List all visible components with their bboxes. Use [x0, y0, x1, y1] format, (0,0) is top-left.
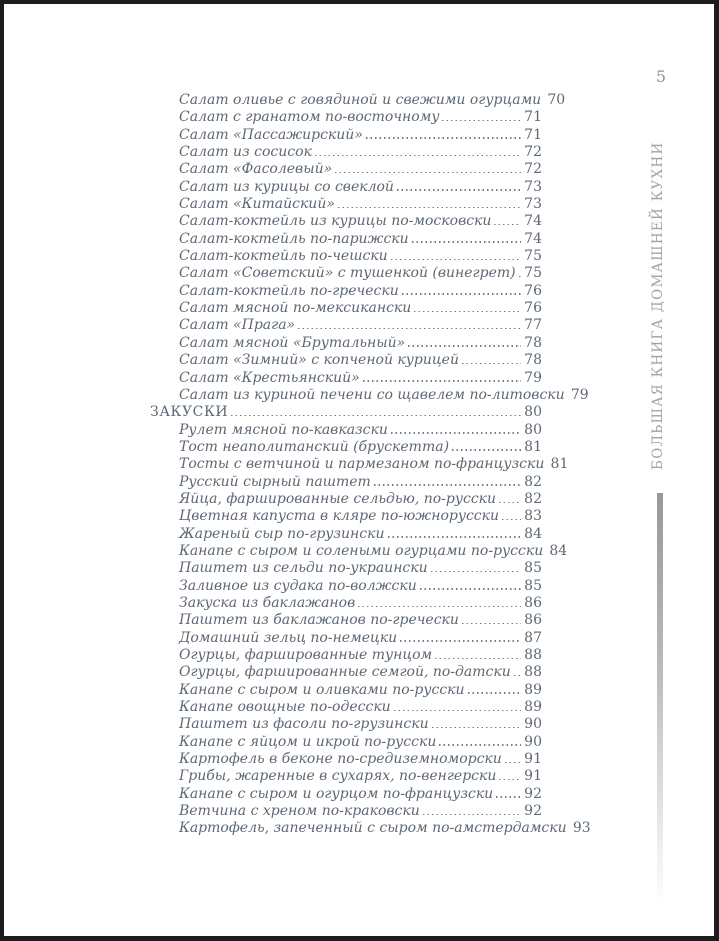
toc-entry-page: 80 — [524, 404, 542, 421]
toc-entry-page: 73 — [524, 178, 542, 195]
dot-leader — [452, 449, 521, 450]
toc-entry — [150, 265, 542, 282]
toc-entry-title: Закуска из баклажанов — [179, 594, 356, 611]
dot-leader — [400, 640, 521, 641]
toc-entry-page: 92 — [524, 803, 542, 820]
toc-entry-title: Канапе с яйцом и икрой по-русски — [179, 733, 437, 750]
dot-leader — [391, 432, 521, 433]
toc-entry — [150, 317, 542, 334]
toc-entry — [150, 786, 542, 803]
toc-entry — [150, 144, 542, 161]
toc-entry — [150, 248, 542, 265]
toc-entry-title: Салат с гранатом по-восточному — [179, 109, 440, 126]
toc-entry-page: 89 — [524, 681, 542, 698]
toc-entry-title: Салат мясной по-мексикански — [179, 300, 412, 317]
toc-entry — [150, 352, 542, 369]
toc-entry-page: 86 — [524, 612, 542, 629]
toc-entry-title: Салат «Китайский» — [179, 196, 335, 213]
dot-leader — [335, 172, 521, 173]
toc-entry — [150, 803, 542, 820]
toc-entry — [150, 300, 542, 317]
toc-entry — [150, 647, 542, 664]
toc-entry — [150, 386, 589, 404]
dot-leader — [402, 293, 521, 294]
dot-leader — [358, 606, 521, 607]
toc-entry-page: 79 — [570, 386, 589, 403]
toc-entry — [150, 179, 542, 196]
toc-entry-title: Салат «Крестьянский» — [179, 369, 360, 386]
toc-entry-title: Картофель в беконе по-средиземноморски — [179, 751, 502, 768]
toc-entry — [150, 751, 542, 768]
dot-leader — [462, 623, 521, 624]
toc-entry-title: Тост неаполитанский (брускетта) — [179, 438, 450, 455]
edge-gradient-bar — [657, 493, 663, 923]
toc-entry-title: Заливное из судака по-волжски — [179, 577, 417, 594]
toc-entry — [150, 370, 542, 387]
toc-entry-page: 83 — [524, 508, 542, 525]
toc-entry-title: Жареный сыр по-грузински — [179, 525, 385, 542]
toc-entry — [150, 612, 542, 629]
toc-entry-title: Русский сырный паштет — [179, 473, 371, 490]
toc-entry-title: Паштет из фасоли по-грузински — [179, 716, 429, 733]
toc-entry — [150, 213, 542, 230]
toc-entry-page: 81 — [550, 456, 569, 473]
toc-entry — [150, 682, 542, 699]
toc-entry-title: Канапе с сыром и оливками по-русски — [179, 681, 465, 698]
dot-leader — [315, 155, 521, 156]
dot-leader — [298, 328, 521, 329]
dot-leader — [462, 363, 521, 364]
toc-entry-title: Яйца, фаршированные сельдью, по-русски — [179, 490, 497, 507]
toc-entry-title: Ветчина с хреном по-краковски — [179, 803, 420, 820]
dot-leader — [391, 259, 521, 260]
toc-entry-page: 72 — [524, 161, 542, 178]
toc-entry-title: Салат «Прага» — [179, 317, 296, 334]
toc-entry-title: Салат-коктейль по-гречески — [179, 282, 399, 299]
dot-leader — [442, 120, 521, 121]
toc-entry — [150, 335, 542, 352]
dot-leader — [502, 519, 521, 520]
toc-entry-page: 84 — [524, 525, 542, 542]
toc-entry — [150, 820, 591, 837]
toc-entry — [150, 768, 542, 785]
toc-entry — [150, 474, 542, 491]
toc-entry — [150, 630, 542, 647]
toc-entry-title: Цветная капуста в кляре по-южнорусски — [179, 508, 500, 525]
dot-leader — [363, 380, 521, 381]
toc-entry — [150, 664, 542, 681]
dot-leader — [519, 276, 521, 277]
toc-entry-page: 76 — [524, 282, 542, 299]
toc-entry — [150, 92, 566, 109]
toc-entry-page: 78 — [524, 352, 542, 369]
toc-entry-page: 93 — [572, 820, 591, 837]
toc-entry-title: Канапе с сыром и огурцом по-французски — [179, 785, 494, 802]
toc-entry-page: 88 — [524, 664, 542, 681]
dot-leader — [397, 189, 521, 190]
toc-entry-title: Салат «Советский» с тушенкой (винегрет) — [179, 265, 516, 282]
toc-entry-page: 78 — [524, 334, 542, 351]
toc-entry-title: Грибы, жаренные в сухарях, по-венгерски — [179, 768, 497, 785]
toc-entry-title: Тосты с ветчиной и пармезаном по-французски — [179, 456, 545, 473]
toc-entry-page: 90 — [524, 716, 542, 733]
dot-leader — [514, 675, 521, 676]
toc-entry-page: 87 — [524, 629, 542, 646]
toc-entry — [150, 404, 542, 421]
dot-leader — [408, 345, 521, 346]
toc-entry-page: 85 — [524, 560, 542, 577]
dot-leader — [431, 571, 521, 572]
dot-leader — [499, 779, 521, 780]
toc-entry-page: 71 — [524, 109, 542, 126]
toc-entry-page: 72 — [524, 144, 542, 161]
toc-entry — [150, 716, 542, 733]
toc-entry-title: Паштет из сельди по-украински — [179, 560, 428, 577]
toc-entry-page: 75 — [524, 248, 542, 265]
toc-entry-title: Салат-коктейль по-парижски — [179, 230, 409, 247]
toc-entry-title: Салат «Фасолевый» — [179, 161, 333, 178]
toc-entry-title: Паштет из баклажанов по-гречески — [179, 612, 459, 629]
toc-entry-page: 75 — [524, 265, 542, 282]
toc-entry-page: 82 — [524, 473, 542, 490]
toc-entry — [150, 699, 542, 716]
toc-entry-title: Канапе овощные по-одесски — [179, 699, 391, 716]
dot-leader — [420, 588, 521, 589]
toc-entry — [150, 542, 568, 560]
dot-leader — [394, 710, 521, 711]
dot-leader — [499, 502, 521, 503]
dot-leader — [414, 311, 521, 312]
toc-entry-page: 79 — [524, 369, 542, 386]
toc-entry — [150, 456, 569, 473]
toc-entry-page: 73 — [524, 196, 542, 213]
toc-entry-page: 84 — [549, 542, 568, 559]
toc-entry-title: Огурцы, фаршированные тунцом — [179, 647, 433, 663]
book-title-vertical: БОЛЬШАЯ КНИГА ДОМАШНЕЙ КУХНИ — [650, 141, 666, 470]
toc-entry-title: Салат из куриной печени со щавелем по-литовски — [179, 386, 565, 403]
toc-entry-title: Салат из сосисок — [179, 144, 312, 161]
toc-entry — [150, 439, 542, 456]
toc-entry-page: 77 — [524, 317, 542, 334]
toc-list — [150, 92, 591, 838]
page-number: 5 — [655, 67, 667, 86]
toc-entry-page: 92 — [524, 785, 542, 802]
toc-entry-page: 88 — [524, 647, 542, 663]
dot-leader — [388, 536, 522, 537]
dot-leader — [494, 224, 521, 225]
toc-entry-page: 91 — [524, 751, 542, 768]
dot-leader — [435, 658, 521, 659]
dot-leader — [439, 744, 521, 745]
toc-entry-page: 85 — [524, 577, 542, 594]
dot-leader — [432, 727, 521, 728]
dot-leader — [505, 762, 521, 763]
toc-entry-page: 90 — [524, 733, 542, 750]
toc-entry — [150, 283, 542, 300]
toc-entry — [150, 127, 542, 144]
toc-entry-page: 82 — [524, 490, 542, 507]
toc-entry-page: 76 — [524, 300, 542, 317]
toc-entry-page: 91 — [524, 768, 542, 785]
toc-entry-page: 74 — [524, 230, 542, 247]
toc-entry — [150, 109, 542, 126]
toc-entry — [150, 595, 542, 612]
toc-entry — [150, 560, 542, 577]
dot-leader — [374, 484, 521, 485]
toc-entry — [150, 526, 542, 543]
toc-entry-page: 70 — [547, 92, 566, 108]
toc-entry-title: Домашний зельц по-немецки — [179, 629, 398, 646]
toc-entry-title: Салат «Зимний» с копченой курицей — [179, 352, 459, 369]
toc-entry-title: Салат мясной «Брутальный» — [179, 334, 406, 351]
toc-entry — [150, 508, 542, 525]
dot-leader — [231, 415, 521, 416]
toc-entry-page: 86 — [524, 594, 542, 611]
toc-entry-title: Рулет мясной по-кавказски — [179, 421, 388, 438]
toc-entry-page: 71 — [524, 126, 542, 143]
toc-entry-title: Канапе с сыром и солеными огурцами по-русски — [179, 542, 544, 559]
toc-entry-title: Салат из курицы со свеклой — [179, 178, 394, 195]
toc-entry — [150, 196, 542, 213]
toc-entry-page: 89 — [524, 699, 542, 716]
toc-entry — [150, 161, 542, 178]
toc-entry — [150, 231, 542, 248]
toc-entry — [150, 734, 542, 751]
toc-entry-title: Салат «Пассажирский» — [179, 126, 363, 143]
toc-entry-page: 81 — [524, 438, 542, 455]
dot-leader — [496, 796, 521, 797]
toc-entry-title: ЗАКУСКИ — [150, 404, 229, 421]
dot-leader — [338, 207, 521, 208]
toc-entry-title: Салат-коктейль по-чешски — [179, 248, 388, 265]
toc-entry-title: Салат оливье с говядиной и свежими огурцами — [179, 92, 542, 108]
toc-entry — [150, 491, 542, 508]
toc-entry-page: 74 — [524, 213, 542, 230]
toc-entry-title: Картофель, запеченный с сыром по-амстердамски — [179, 820, 567, 837]
dot-leader — [412, 241, 521, 242]
toc-entry-title: Салат-коктейль из курицы по-московски — [179, 213, 492, 230]
toc-entry-title: Огурцы, фаршированные семгой, по-датски — [179, 664, 511, 681]
dot-leader — [423, 814, 521, 815]
dot-leader — [366, 137, 521, 138]
dot-leader — [468, 692, 521, 693]
toc-entry — [150, 422, 542, 439]
toc-entry-page: 80 — [524, 421, 542, 438]
toc-entry — [150, 578, 542, 595]
